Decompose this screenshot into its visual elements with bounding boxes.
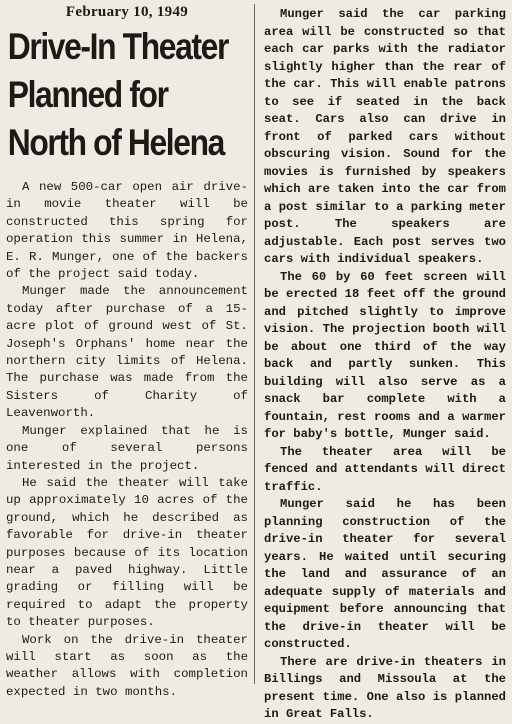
headline-line-1: Drive-In Theater — [7, 26, 228, 67]
paragraph-screen: The 60 by 60 feet screen will be erected 18 feet off the ground and pitched slightly to improve vision. The projection booth will be about one third of the way back and partly sunken. This building will also serve as a snack bar complete with a fountain, rest rooms and a warmer for baby's bottle, Munger said. — [264, 269, 506, 441]
left-column — [0, 0, 254, 701]
paragraph-lead: A new 500-car open air drive-in movie theater will be constructed this spring for operation this summer in Helena, E. R. Munger, one of the backers of the project said today. — [6, 180, 248, 282]
paragraph-parking: Munger said the car parking area will be constructed so that each car parks with the radiator slightly higher than the rear of the car. This will enable patrons to see if seated in the back seat. Cars also can drive in front of parked cars without obscuring vision. Sound for the movies is furnished by speakers which are taken into the car from a post similar to a parking meter post. The speakers are adjustable. Each post serves two cars with individual speakers. — [264, 7, 506, 266]
paragraph-announcement: Munger made the announcement today after purchase of a 15-acre plot of ground west of St. Joseph's Orphans' home near the northern city limits of Helena. The purchase was made from the Sisters of Charity of Leavenworth. — [6, 284, 248, 421]
headline-line-2: Planned for — [7, 74, 168, 115]
right-body-text — [264, 6, 506, 724]
right-column — [256, 0, 512, 724]
headline — [6, 23, 228, 167]
paragraph-fence: The theater area will be fenced and attendants will direct traffic. — [264, 444, 506, 494]
dateline: February 10, 1949 — [65, 4, 189, 20]
left-body-text — [6, 179, 248, 701]
paragraph-acreage: He said the theater will take up approximately 10 acres of the ground, which he described as favorable for drive-in theater purposes because of its location near a paved highway. Little grading or filling will be required to adapt the property to theater purposes. — [6, 475, 248, 630]
headline-line-3: North of Helena — [7, 122, 224, 163]
paragraph-interest: Munger explained that he is one of several persons interested in the project. — [6, 423, 248, 473]
column-rule — [254, 4, 255, 684]
paragraph-planning: Munger said he has been planning construction of the drive-in theater for several years. He waited until securing the land and assurance of an adequate supply of materials and equipment before announcing that the drive-in theater will be constructed. — [264, 497, 506, 651]
paragraph-schedule: Work on the drive-in theater will start as soon as the weather allows with completion expected in two months. — [6, 632, 248, 699]
paragraph-other-theaters: There are drive-in theaters in Billings and Missoula at the present time. One also is planned in Great Falls. — [264, 654, 506, 721]
